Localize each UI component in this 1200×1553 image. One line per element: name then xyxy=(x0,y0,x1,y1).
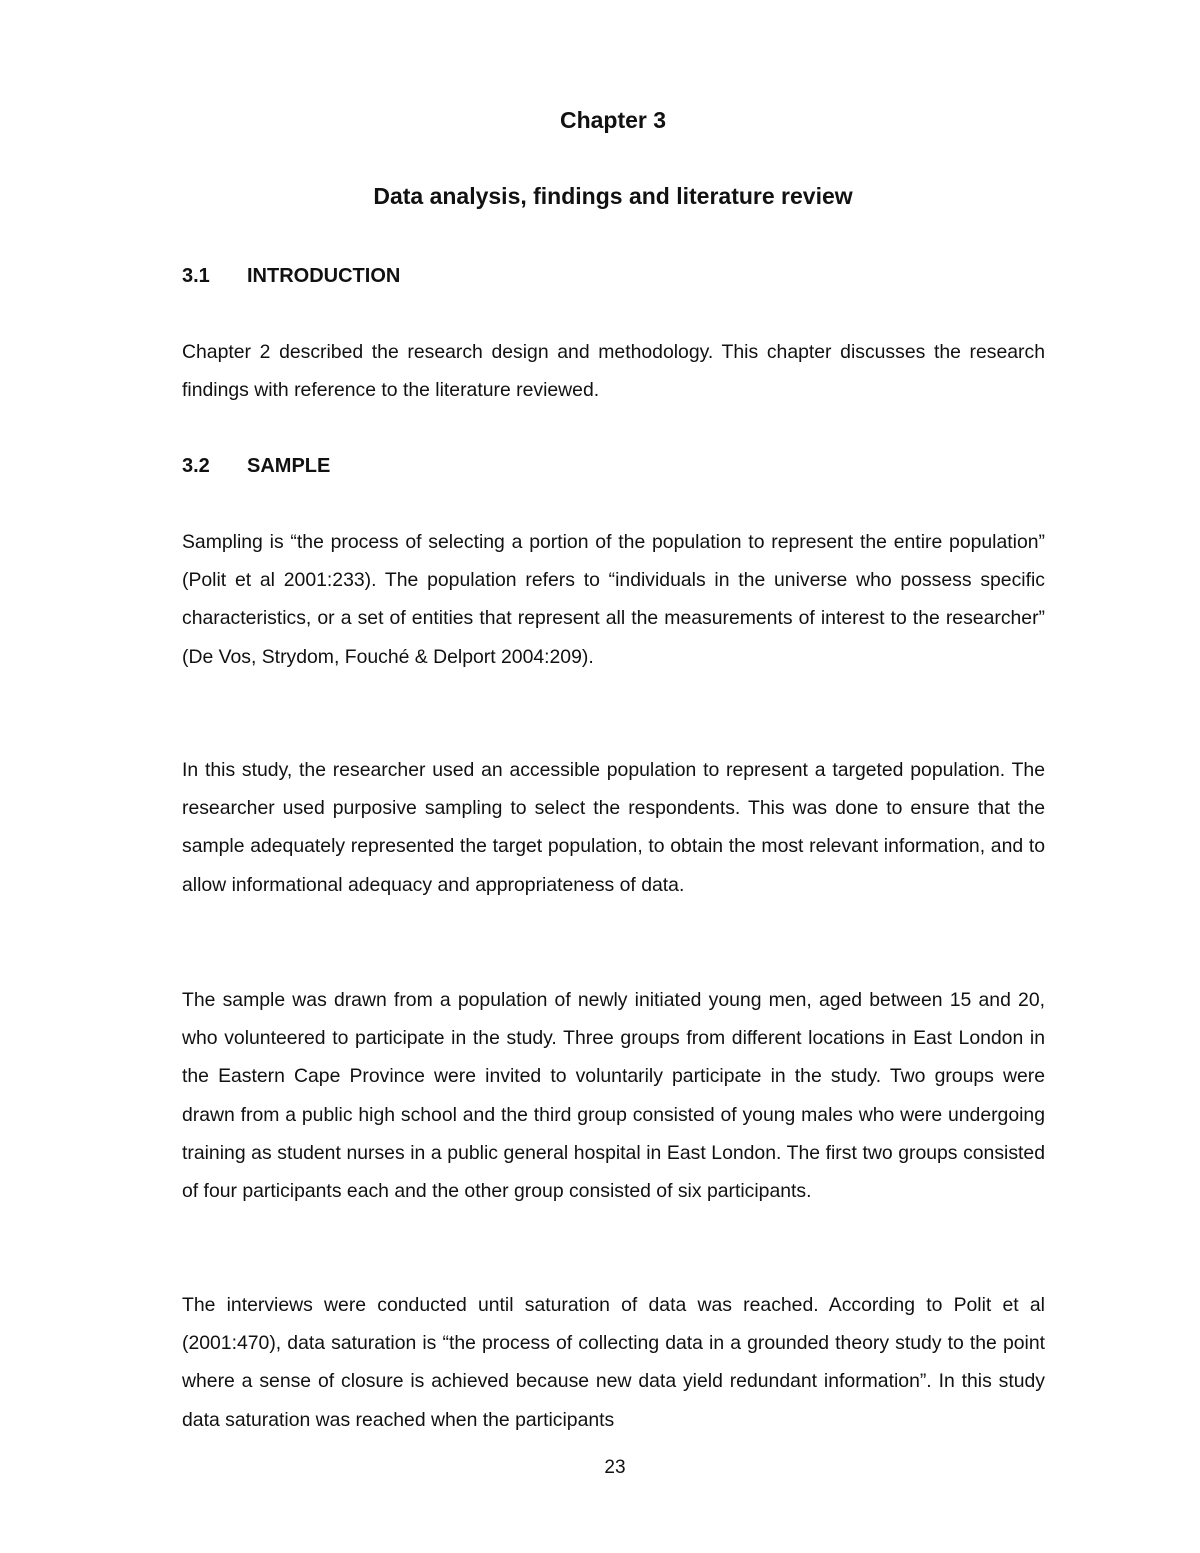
paragraph-sample-description: The sample was drawn from a population of newly initiated young men, aged between 15 and 20, who volunteered to participate in the study. Three groups from different locations in East London in the Eastern Cape Province were invited to voluntarily participate in the study. Two groups were drawn from a public high school and the third group consisted of young males who were undergoing training as student nurses in a public general hospital in East London. The first two groups consisted of four participants each and the other group consisted of six participants. xyxy=(182,989,1045,1203)
paragraph-data-saturation: The interviews were conducted until saturation of data was reached. According to Polit et al (2001:470), data saturation is “the process of collecting data in a grounded theory study to the point where a sense of closure is achieved because new data yield redundant information”. In this study data saturation was reached when the participants xyxy=(182,1294,1045,1431)
chapter-title: Data analysis, findings and literature review xyxy=(373,183,853,209)
paragraph-introduction: Chapter 2 described the research design and methodology. This chapter discusses the research findings with reference to the literature reviewed. xyxy=(182,341,1045,402)
section-number: 3.2 xyxy=(182,455,210,477)
paragraph-sampling-definition: Sampling is “the process of selecting a portion of the population to represent the entire population” (Polit et al 2001:233). The population refers to “individuals in the universe who possess specific characteristics, or a set of entities that represent all the measurements of interest to the researcher” (De Vos, Strydom, Fouché & Delport 2004:209). xyxy=(182,531,1045,668)
section-number: 3.1 xyxy=(182,265,210,287)
section-title: INTRODUCTION xyxy=(247,265,401,287)
chapter-number: Chapter 3 xyxy=(559,107,667,133)
section-title: SAMPLE xyxy=(247,455,331,477)
paragraph-accessible-population: In this study, the researcher used an accessible population to represent a targeted population. The researcher used purposive sampling to select the respondents. This was done to ensure that the sample adequately represented the target population, to obtain the most relevant information, and to allow informational adequacy and appropriateness of data. xyxy=(182,759,1045,896)
page-number: 23 xyxy=(604,1457,626,1478)
section-heading-introduction xyxy=(182,262,400,290)
section-heading-sample xyxy=(182,452,330,480)
